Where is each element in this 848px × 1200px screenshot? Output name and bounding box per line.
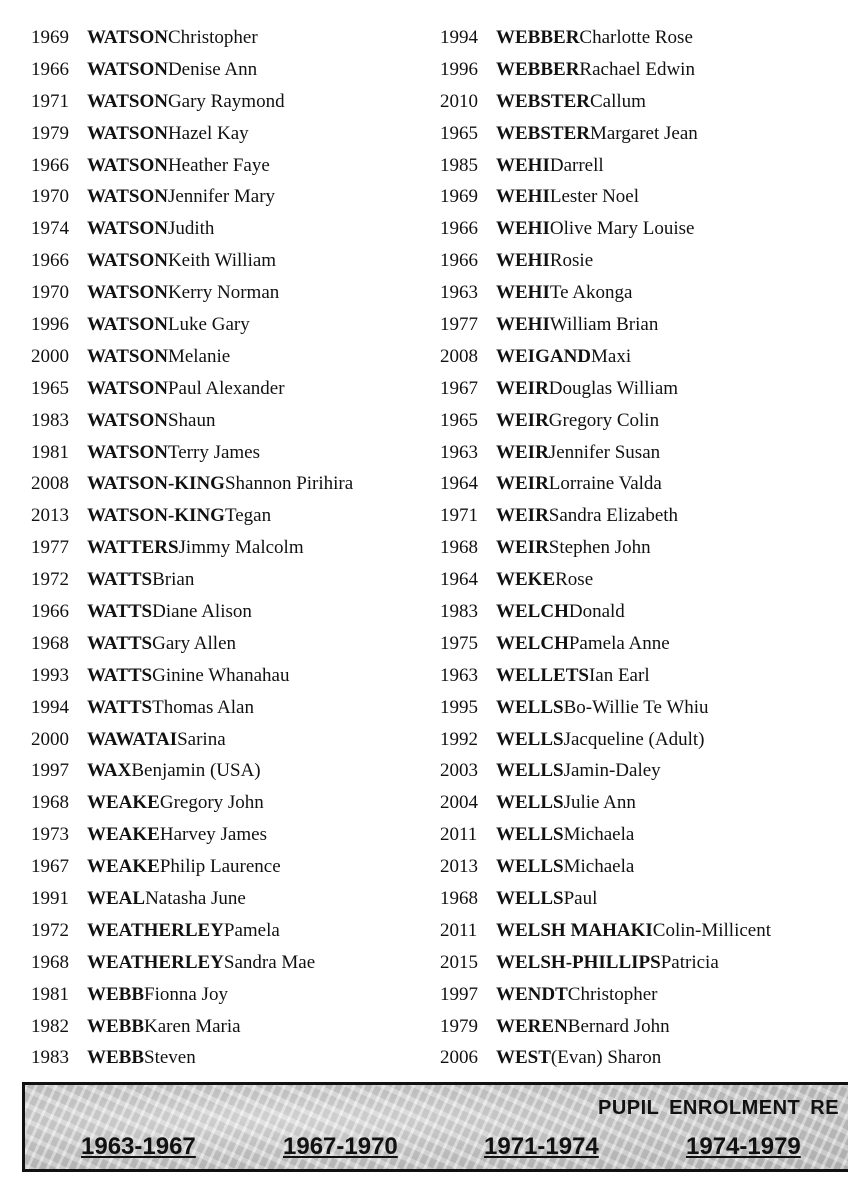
- list-item: [440, 437, 848, 469]
- enrolment-year: 1965: [31, 377, 69, 399]
- surname: WATSON: [87, 186, 168, 208]
- given-names: Sandra Mae: [223, 951, 316, 973]
- surname: WATTS: [87, 696, 153, 718]
- list-item: [440, 979, 848, 1011]
- given-names: Olive Mary Louise: [549, 218, 695, 240]
- enrolment-year: 1971: [31, 90, 69, 112]
- surname: WATSON: [87, 345, 168, 367]
- given-names: William Brian: [549, 313, 659, 335]
- surname: WEST: [496, 1047, 551, 1069]
- enrolment-year: 2003: [440, 760, 478, 782]
- surname: WEBB: [87, 983, 145, 1005]
- surname: WATTS: [87, 664, 153, 686]
- given-names: Harvey James: [159, 824, 267, 846]
- given-names: Melanie: [167, 345, 231, 367]
- enrolment-year: 1967: [440, 377, 478, 399]
- surname: WELLS: [496, 696, 564, 718]
- surname: WEIR: [496, 377, 549, 399]
- given-names: Fionna Joy: [144, 983, 228, 1005]
- list-item: [440, 118, 848, 150]
- enrolment-year: 1968: [440, 537, 478, 559]
- enrolment-year: 1994: [31, 696, 69, 718]
- given-names: Luke Gary: [167, 313, 250, 335]
- surname: WEATHERLEY: [87, 919, 224, 941]
- enrolment-year: 2008: [31, 473, 69, 495]
- surname: WEHI: [496, 186, 550, 208]
- list-item: [440, 947, 848, 979]
- given-names: Philip Laurence: [159, 856, 281, 878]
- given-names: Jacqueline (Adult): [563, 728, 705, 750]
- given-names: Colin-Millicent: [652, 919, 771, 941]
- surname: WEIR: [496, 441, 549, 463]
- surname: WELLETS: [496, 664, 589, 686]
- enrolment-year: 1977: [440, 313, 478, 335]
- given-names: Benjamin (USA): [131, 760, 261, 782]
- given-names: Natasha June: [145, 887, 246, 909]
- enrolment-year: 1969: [31, 26, 69, 48]
- list-item: [440, 787, 848, 819]
- list-item: [31, 532, 431, 564]
- given-names: Sarina: [177, 728, 226, 750]
- list-item: [31, 373, 431, 405]
- given-names: Charlotte Rose: [579, 26, 693, 48]
- enrolment-year: 1974: [31, 218, 69, 240]
- surname: WELLS: [496, 760, 564, 782]
- enrolment-year: 2000: [31, 345, 69, 367]
- enrolment-year: 1969: [440, 186, 478, 208]
- surname: WEHI: [496, 218, 550, 240]
- list-item: [31, 245, 431, 277]
- enrolment-year: 1977: [31, 537, 69, 559]
- enrolment-year: 1994: [440, 26, 478, 48]
- enrolment-year: 1997: [31, 760, 69, 782]
- enrolment-year: 1982: [31, 1015, 69, 1037]
- list-item: [31, 54, 431, 86]
- given-names: Hazel Kay: [167, 122, 249, 144]
- list-item: [440, 213, 848, 245]
- surname: WEHI: [496, 154, 550, 176]
- enrolment-year: 2015: [440, 951, 478, 973]
- surname: WAX: [87, 760, 132, 782]
- given-names: Pamela: [223, 919, 280, 941]
- surname: WEBB: [87, 1047, 145, 1069]
- enrolment-year: 2006: [440, 1047, 478, 1069]
- enrolment-year: 1966: [440, 250, 478, 272]
- surname: WEATHERLEY: [87, 951, 224, 973]
- list-item: [31, 437, 431, 469]
- surname: WELLS: [496, 792, 564, 814]
- given-names: Keith William: [167, 250, 277, 272]
- given-names: Thomas Alan: [152, 696, 254, 718]
- given-names: Rachael Edwin: [579, 58, 695, 80]
- enrolment-year: 1983: [31, 409, 69, 431]
- list-item: [31, 309, 431, 341]
- enrolment-banner: [22, 1082, 848, 1172]
- surname: WATSON: [87, 122, 168, 144]
- surname: WAWATAI: [87, 728, 178, 750]
- surname: WEIR: [496, 473, 549, 495]
- list-item: [31, 979, 431, 1011]
- list-item: [31, 150, 431, 182]
- enrolment-year: 1966: [31, 600, 69, 622]
- given-names: Paul Alexander: [167, 377, 285, 399]
- enrolment-year: 1972: [31, 919, 69, 941]
- given-names: Patricia: [660, 951, 719, 973]
- given-names: Darrell: [549, 154, 604, 176]
- surname: WATSON: [87, 313, 168, 335]
- list-item: [31, 213, 431, 245]
- enrolment-year: 2004: [440, 792, 478, 814]
- list-item: [440, 373, 848, 405]
- enrolment-year: 1972: [31, 569, 69, 591]
- surname: WATSON: [87, 90, 168, 112]
- enrolment-year: 1971: [440, 505, 478, 527]
- enrolment-year: 1991: [31, 887, 69, 909]
- list-item: [31, 468, 431, 500]
- given-names: Kerry Norman: [167, 282, 280, 304]
- list-item: [31, 181, 431, 213]
- list-item: [440, 1011, 848, 1043]
- list-item: [440, 883, 848, 915]
- list-item: [31, 1011, 431, 1043]
- given-names: Douglas William: [548, 377, 679, 399]
- list-item: [440, 150, 848, 182]
- given-names: Lester Noel: [549, 186, 640, 208]
- given-names: Te Akonga: [549, 282, 633, 304]
- surname: WEHI: [496, 282, 550, 304]
- enrolment-year: 1997: [440, 983, 478, 1005]
- given-names: Callum: [589, 90, 646, 112]
- enrolment-year: 1966: [31, 154, 69, 176]
- enrolment-year: 2008: [440, 345, 478, 367]
- list-item: [31, 660, 431, 692]
- surname: WATSON-KING: [87, 473, 225, 495]
- surname: WATSON: [87, 250, 168, 272]
- given-names: Gary Allen: [152, 632, 237, 654]
- list-item: [31, 947, 431, 979]
- enrolment-year: 1985: [440, 154, 478, 176]
- list-item: [440, 755, 848, 787]
- surname: WEBB: [87, 1015, 145, 1037]
- list-item: [440, 245, 848, 277]
- surname: WATTS: [87, 569, 153, 591]
- given-names: Gregory Colin: [548, 409, 660, 431]
- enrolment-year: 1983: [440, 600, 478, 622]
- list-item: [440, 405, 848, 437]
- surname: WEBBER: [496, 26, 580, 48]
- list-item: [31, 341, 431, 373]
- given-names: Sandra Elizabeth: [548, 505, 679, 527]
- enrolment-year: 1975: [440, 632, 478, 654]
- surname: WEIR: [496, 505, 549, 527]
- enrolment-year: 1963: [440, 282, 478, 304]
- list-item: [440, 277, 848, 309]
- surname: WEIR: [496, 409, 549, 431]
- surname: WEBSTER: [496, 90, 590, 112]
- given-names: Jamin-Daley: [563, 760, 661, 782]
- enrolment-year: 2011: [440, 919, 478, 941]
- given-names: Brian: [152, 569, 195, 591]
- given-names: Rose: [555, 569, 594, 591]
- list-item: [440, 596, 848, 628]
- given-names: Donald: [568, 600, 625, 622]
- surname: WEBBER: [496, 58, 580, 80]
- list-item: [440, 341, 848, 373]
- given-names: Gary Raymond: [167, 90, 285, 112]
- surname: WATTS: [87, 632, 153, 654]
- list-item: [31, 628, 431, 660]
- given-names: Bernard John: [567, 1015, 670, 1037]
- given-names: Ginine Whanahau: [152, 664, 290, 686]
- enrolment-year: 1963: [440, 441, 478, 463]
- enrolment-year: 2013: [440, 856, 478, 878]
- list-item: [31, 405, 431, 437]
- left-column: [31, 22, 431, 1074]
- surname: WATSON: [87, 26, 168, 48]
- given-names: Ian Earl: [588, 664, 650, 686]
- list-item: [440, 915, 848, 947]
- enrolment-year: 2000: [31, 728, 69, 750]
- list-item: [31, 787, 431, 819]
- enrolment-year: 2010: [440, 90, 478, 112]
- enrolment-year: 1983: [31, 1047, 69, 1069]
- enrolment-link-1967-1970[interactable]: 1967-1970: [283, 1133, 398, 1160]
- given-names: Jimmy Malcolm: [178, 537, 304, 559]
- enrolment-year: 1966: [440, 218, 478, 240]
- given-names: Jennifer Mary: [167, 186, 276, 208]
- list-item: [31, 724, 431, 756]
- list-item: [31, 819, 431, 851]
- given-names: Stephen John: [548, 537, 651, 559]
- list-item: [31, 564, 431, 596]
- list-item: [440, 54, 848, 86]
- enrolment-year: 1965: [440, 409, 478, 431]
- list-item: [31, 755, 431, 787]
- surname: WELSH MAHAKI: [496, 919, 653, 941]
- given-names: Michaela: [563, 824, 635, 846]
- list-item: [31, 277, 431, 309]
- surname: WATSON: [87, 377, 168, 399]
- enrolment-year: 2013: [31, 505, 69, 527]
- surname: WELLS: [496, 824, 564, 846]
- given-names: Shaun: [167, 409, 216, 431]
- surname: WATTERS: [87, 537, 179, 559]
- surname: WATSON: [87, 409, 168, 431]
- enrolment-year: 1996: [440, 58, 478, 80]
- list-item: [440, 1043, 848, 1075]
- surname: WEIR: [496, 537, 549, 559]
- list-item: [440, 181, 848, 213]
- list-item: [440, 86, 848, 118]
- surname: WATSON: [87, 58, 168, 80]
- given-names: Tegan: [224, 505, 272, 527]
- surname: WATSON: [87, 218, 168, 240]
- list-item: [31, 86, 431, 118]
- list-item: [440, 724, 848, 756]
- enrolment-link-1971-1974[interactable]: 1971-1974: [484, 1133, 599, 1160]
- given-names: Terry James: [167, 441, 261, 463]
- given-names: Paul: [563, 887, 598, 909]
- given-names: Lorraine Valda: [548, 473, 662, 495]
- given-names: Denise Ann: [167, 58, 258, 80]
- list-item: [440, 660, 848, 692]
- given-names: Christopher: [167, 26, 258, 48]
- list-item: [440, 564, 848, 596]
- surname: WELLS: [496, 728, 564, 750]
- list-item: [440, 819, 848, 851]
- enrolment-year: 1966: [31, 58, 69, 80]
- list-item: [440, 692, 848, 724]
- given-names: Maxi: [591, 345, 632, 367]
- given-names: Steven: [144, 1047, 196, 1069]
- given-names: Jennifer Susan: [548, 441, 661, 463]
- list-item: [440, 851, 848, 883]
- list-item: [31, 22, 431, 54]
- enrolment-year: 1967: [31, 856, 69, 878]
- enrolment-year: 1964: [440, 473, 478, 495]
- enrolment-year: 1968: [31, 632, 69, 654]
- given-names: Shannon Pirihira: [224, 473, 354, 495]
- banner-title: PUPIL ENROLMENT RE: [598, 1097, 840, 1119]
- list-item: [440, 309, 848, 341]
- list-item: [31, 851, 431, 883]
- enrolment-year: 1973: [31, 824, 69, 846]
- given-names: Margaret Jean: [589, 122, 698, 144]
- given-names: Gregory John: [159, 792, 264, 814]
- enrolment-year: 1992: [440, 728, 478, 750]
- surname: WATTS: [87, 600, 153, 622]
- given-names: Julie Ann: [563, 792, 636, 814]
- enrolment-year: 1968: [31, 792, 69, 814]
- enrolment-year: 1996: [31, 313, 69, 335]
- given-names: Judith: [167, 218, 215, 240]
- list-item: [31, 1043, 431, 1075]
- enrolment-year: 1968: [31, 951, 69, 973]
- enrolment-year: 2011: [440, 824, 478, 846]
- surname: WATSON-KING: [87, 505, 225, 527]
- given-names: Heather Faye: [167, 154, 270, 176]
- given-names: (Evan) Sharon: [550, 1047, 662, 1069]
- surname: WEHI: [496, 313, 550, 335]
- list-item: [31, 500, 431, 532]
- enrolment-year: 1979: [440, 1015, 478, 1037]
- enrolment-year: 1979: [31, 122, 69, 144]
- list-item: [440, 628, 848, 660]
- surname: WELLS: [496, 856, 564, 878]
- list-item: [31, 596, 431, 628]
- surname: WATSON: [87, 154, 168, 176]
- given-names: Christopher: [567, 983, 658, 1005]
- enrolment-link-1974-1979[interactable]: 1974-1979: [686, 1133, 801, 1160]
- given-names: Michaela: [563, 856, 635, 878]
- list-item: [440, 22, 848, 54]
- enrolment-year: 1965: [440, 122, 478, 144]
- surname: WEAKE: [87, 824, 160, 846]
- enrolment-year: 1970: [31, 186, 69, 208]
- enrolment-link-1963-1967[interactable]: 1963-1967: [81, 1133, 196, 1160]
- right-column: [440, 22, 848, 1074]
- list-item: [440, 500, 848, 532]
- given-names: Rosie: [549, 250, 594, 272]
- given-names: Diane Alison: [152, 600, 252, 622]
- list-item: [31, 692, 431, 724]
- given-names: Pamela Anne: [568, 632, 670, 654]
- given-names: Bo-Willie Te Whiu: [563, 696, 709, 718]
- surname: WEHI: [496, 250, 550, 272]
- list-item: [440, 468, 848, 500]
- enrolment-year: 1968: [440, 887, 478, 909]
- surname: WEKE: [496, 569, 556, 591]
- surname: WELSH-PHILLIPS: [496, 951, 661, 973]
- list-item: [440, 532, 848, 564]
- enrolment-year: 1963: [440, 664, 478, 686]
- surname: WELCH: [496, 632, 569, 654]
- enrolment-year: 1995: [440, 696, 478, 718]
- surname: WEIGAND: [496, 345, 592, 367]
- enrolment-year: 1964: [440, 569, 478, 591]
- surname: WEBSTER: [496, 122, 590, 144]
- enrolment-year: 1981: [31, 441, 69, 463]
- surname: WELLS: [496, 887, 564, 909]
- list-item: [31, 883, 431, 915]
- given-names: Karen Maria: [144, 1015, 241, 1037]
- enrolment-year: 1993: [31, 664, 69, 686]
- surname: WEREN: [496, 1015, 568, 1037]
- surname: WEAKE: [87, 792, 160, 814]
- surname: WEAKE: [87, 856, 160, 878]
- list-item: [31, 118, 431, 150]
- surname: WELCH: [496, 600, 569, 622]
- enrolment-year: 1966: [31, 250, 69, 272]
- surname: WATSON: [87, 441, 168, 463]
- enrolment-year: 1981: [31, 983, 69, 1005]
- surname: WENDT: [496, 983, 568, 1005]
- surname: WEAL: [87, 887, 146, 909]
- list-item: [31, 915, 431, 947]
- enrolment-year: 1970: [31, 282, 69, 304]
- surname: WATSON: [87, 282, 168, 304]
